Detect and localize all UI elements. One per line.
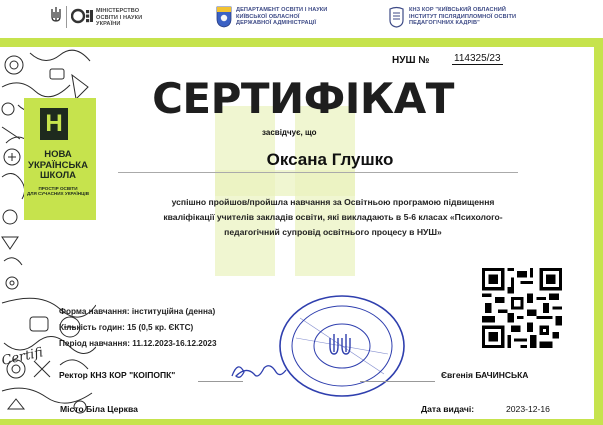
certificate-number-label: НУШ № (392, 55, 430, 66)
study-form: Форма навчання: інституційна (денна) (59, 307, 216, 316)
study-period: Період навчання: 11.12.2023-16.12.2023 (59, 339, 217, 348)
department-block (216, 6, 327, 28)
coat-of-arms-icon (216, 6, 232, 28)
frame-top (0, 38, 603, 47)
body-line: кваліфікації учителів закладів освіти, які викладають в 5-6 класах «Психолого- (163, 212, 503, 222)
nus-logo-text: НОВА УКРАЇНСЬКА ШКОЛА (28, 149, 88, 181)
nus-letter-icon: Н (40, 108, 68, 140)
study-hours: Кількість годин: 15 (0,5 кр. ЄКТС) (59, 323, 194, 332)
frame-right (594, 38, 603, 425)
department-name: ДЕПАРТАМЕНТ ОСВІТИ І НАУКИ КИЇВСЬКОЇ ОБЛАСНОЇ ДЕРЖАВНОЇ АДМІНІСТРАЦІЇ (236, 7, 328, 27)
certificate-number: 114325/23 (454, 53, 501, 64)
nus-logo-tagline: ПРОСТІР ОСВІТИ ДЛЯ СУЧАСНИХ УКРАЇНЦІВ (26, 186, 90, 197)
header (0, 0, 603, 38)
divider (66, 6, 67, 28)
certificate-body (118, 195, 548, 240)
rector-title: Ректор КНЗ КОР "КОІПОПК" (59, 370, 176, 380)
city: Місто Біла Церква (60, 404, 138, 414)
ministry-block (50, 6, 142, 28)
issue-date-label: Дата видачі: (421, 404, 475, 414)
issue-date: 2023-12-16 (506, 404, 550, 414)
ministry-name: МІНІСТЕРСТВО ОСВІТИ І НАУКИ УКРАЇНИ (96, 8, 143, 28)
certificate-title: СЕРТИФІКАТ (152, 74, 454, 123)
institute-emblem-icon (388, 6, 405, 28)
signer-line (360, 381, 435, 382)
institute-block (388, 6, 516, 28)
institute-name: КНЗ КОР "КИЇВСЬКИЙ ОБЛАСНИЙ ІНСТИТУТ ПІСЛЯДИПЛОМНОЇ ОСВІТИ ПЕДАГОГІЧНИХ КАДРІВ" (409, 7, 517, 27)
body-line: педагогічний супровід освітнього процесу в НУШ» (224, 227, 442, 237)
watermark-h-bar (215, 170, 355, 196)
svg-text:Certifi: Certifi (0, 345, 45, 369)
nus-logo (24, 98, 96, 220)
recipient-name: Оксана Глушко (266, 150, 394, 169)
qr-code-icon (482, 268, 562, 348)
body-line: успішно пройшов/пройшла навчання за Освітньою програмою підвищення (171, 197, 495, 207)
frame-bottom (0, 419, 603, 425)
ministry-logo-icon (71, 6, 93, 26)
rector-signature-line (198, 381, 243, 382)
signer-name: Євгенія БАЧИНСЬКА (441, 370, 529, 380)
name-underline (118, 172, 518, 173)
trident-icon (50, 6, 62, 24)
certifies-text: засвідчує, що (262, 128, 317, 137)
